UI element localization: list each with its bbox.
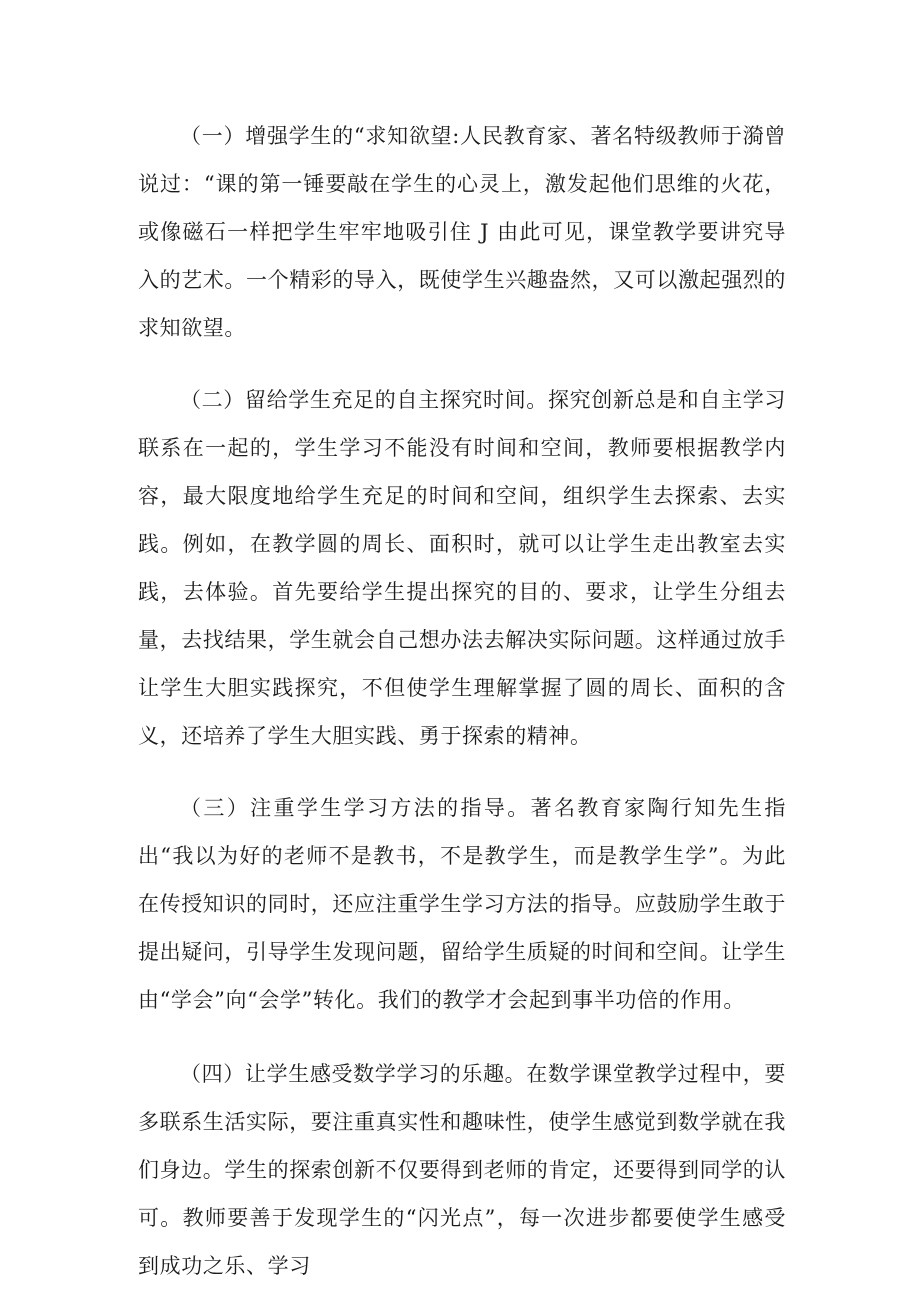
document-body (138, 112, 786, 1314)
paragraph-4: （四）让学生感受数学学习的乐趣。在数学课堂教学过程中，要多联系生活实际，要注重真实性和趣味性，使学生感觉到数学就在我们身边。学生的探索创新不仅要得到老师的肯定，还要得到同学的认可。教师要善于发现学生的“闪光点”，每一次进步都要使学生感受到成功之乐、学习 (138, 1062, 786, 1278)
paragraph-1: （一）增强学生的“求知欲望:人民教育家、著名特级教师于漪曾说过：“课的第一锤要敲在学生的心灵上，激发起他们思维的火花，或像磁石一样把学生牢牢地吸引住 J 由此可见，课堂教学要讲究导入的艺术。一个精彩的导入，既使学生兴趣盎然，又可以激起强烈的求知欲望。 (138, 124, 786, 340)
paragraph-2: （二）留给学生充足的自主探究时间。探究创新总是和自主学习联系在一起的，学生学习不能没有时间和空间，教师要根据教学内容，最大限度地给学生充足的时间和空间，组织学生去探索、去实践。例如，在教学圆的周长、面积时，就可以让学生走出教室去实践，去体验。首先要给学生提出探究的目的、要求，让学生分组去量，去找结果，学生就会自己想办法去解决实际问题。这样通过放手让学生大胆实践探究，不但使学生理解掌握了圆的周长、面积的含义，还培养了学生大胆实践、勇于探索的精神。 (138, 388, 786, 748)
paragraph-3: （三）注重学生学习方法的指导。著名教育家陶行知先生指出“我以为好的老师不是教书，不是教学生，而是教学生学”。为此在传授知识的同时，还应注重学生学习方法的指导。应鼓励学生敢于提出疑问，引导学生发现问题，留给学生质疑的时间和空间。让学生由“学会”向“会学”转化。我们的教学才会起到事半功倍的作用。 (138, 796, 786, 1012)
